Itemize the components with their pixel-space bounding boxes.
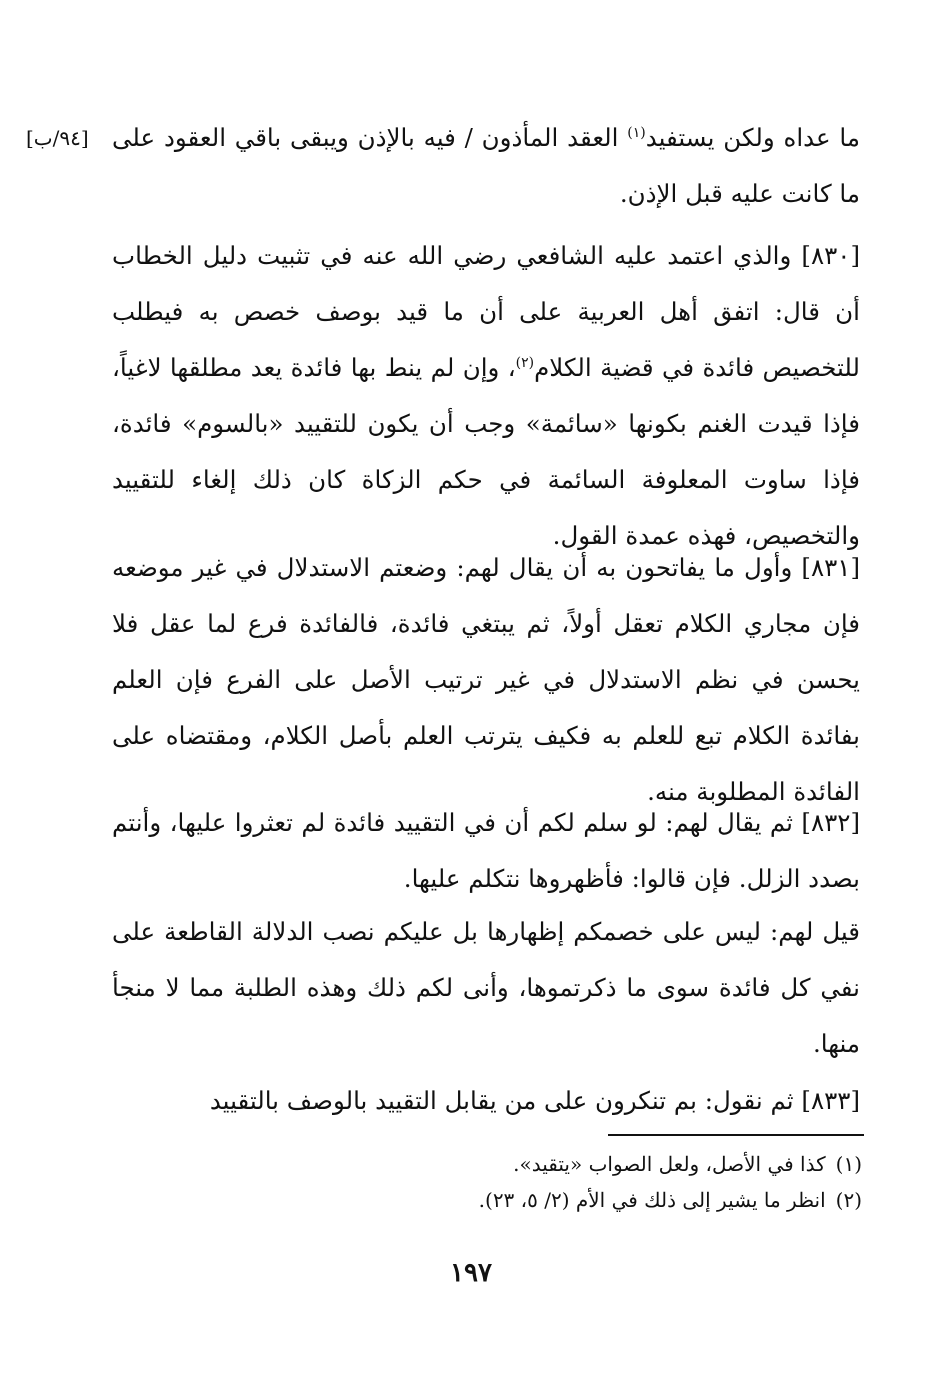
footnote-number: (١) xyxy=(835,1152,862,1176)
page-number: ١٩٧ xyxy=(450,1258,492,1288)
footnote-item xyxy=(112,1182,862,1218)
paragraph-text: والذي اعتمد عليه الشافعي رضي الله عنه في تثبيت دليل الخطاب أن قال: اتفق أهل العربية على أن ما قيد بوصف خصص به فيطلب للتخصيص فائدة في قضية الكلام xyxy=(112,241,860,382)
paragraph-text: قيل لهم: ليس على خصمكم إظهارها بل عليكم نصب الدلالة القاطعة على نفي كل فائدة سوى ما ذكرتموها، وأنى لكم ذلك وهذه الطلبة مما لا منجأ منها. xyxy=(112,917,860,1058)
footnote-text: انظر ما يشير إلى ذلك في الأم (٢/ ٥، ٢٣). xyxy=(478,1188,826,1212)
paragraph-text: وأول ما يفاتحون به أن يقال لهم: وضعتم الاستدلال في غير موضعه فإن مجاري الكلام تعقل أولاً، ثم يبتغي فائدة، فالفائدة فرع لما عقل فلا يحسن في نظم الاستدلال في غير ترتيب الأصل على الفرع فإن العلم بفائدة الكلام تبع للعلم به فكيف يترتب العلم بأصل الكلام، ومقتضاه على الفائدة المطلوبة منه. xyxy=(112,553,860,806)
footnote-item xyxy=(112,1146,862,1182)
paragraph-832 xyxy=(112,795,860,907)
paragraph-text: ، وإن لم ينط بها فائدة يعد مطلقها لاغياً، فإذا قيدت الغنم بكونها «سائمة» وجب أن يكون للتقييد «بالسوم» فائدة، فإذا ساوت المعلوفة السائمة في حكم الزكاة كان ذلك إلغاء للتقييد والتخصيص، فهذه عمدة القول. xyxy=(112,353,860,550)
paragraph-text: العقد المأذون / فيه بالإذن ويبقى باقي العقود على ما كانت عليه قبل الإذن. xyxy=(112,123,860,208)
paragraph-continuation xyxy=(26,110,860,222)
paragraph-833 xyxy=(112,1073,860,1129)
paragraph-text: ثم نقول: بم تنكرون على من يقابل التقييد بالوصف بالتقييد xyxy=(209,1086,802,1115)
paragraph-number: [٨٣٢] xyxy=(801,808,860,837)
footnote-text: كذا في الأصل، ولعل الصواب «يتقيد». xyxy=(513,1152,826,1176)
paragraph-text: ما عداه ولكن يستفيد xyxy=(645,123,860,152)
paragraph-number: [٨٣٠] xyxy=(801,241,860,270)
footnote-marker: (٢) xyxy=(515,354,535,371)
footnote-separator-rule xyxy=(608,1134,864,1136)
footnotes xyxy=(112,1146,862,1218)
paragraph-number: [٨٣١] xyxy=(801,553,860,582)
footnote-number: (٢) xyxy=(835,1188,862,1212)
paragraph-number: [٨٣٣] xyxy=(801,1086,860,1115)
paragraph-reply xyxy=(112,904,860,1072)
paragraph-text: ثم يقال لهم: لو سلم لكم أن في التقييد فائدة لم تعثروا عليها، وأنتم بصدد الزلل. فإن قالوا: فأظهروها نتكلم عليها. xyxy=(112,808,860,893)
footnote-marker: (١) xyxy=(627,124,646,141)
margin-folio-reference: [٩٤/ب] xyxy=(26,126,89,150)
paragraph-830 xyxy=(112,228,860,564)
paragraph-831 xyxy=(112,540,860,820)
